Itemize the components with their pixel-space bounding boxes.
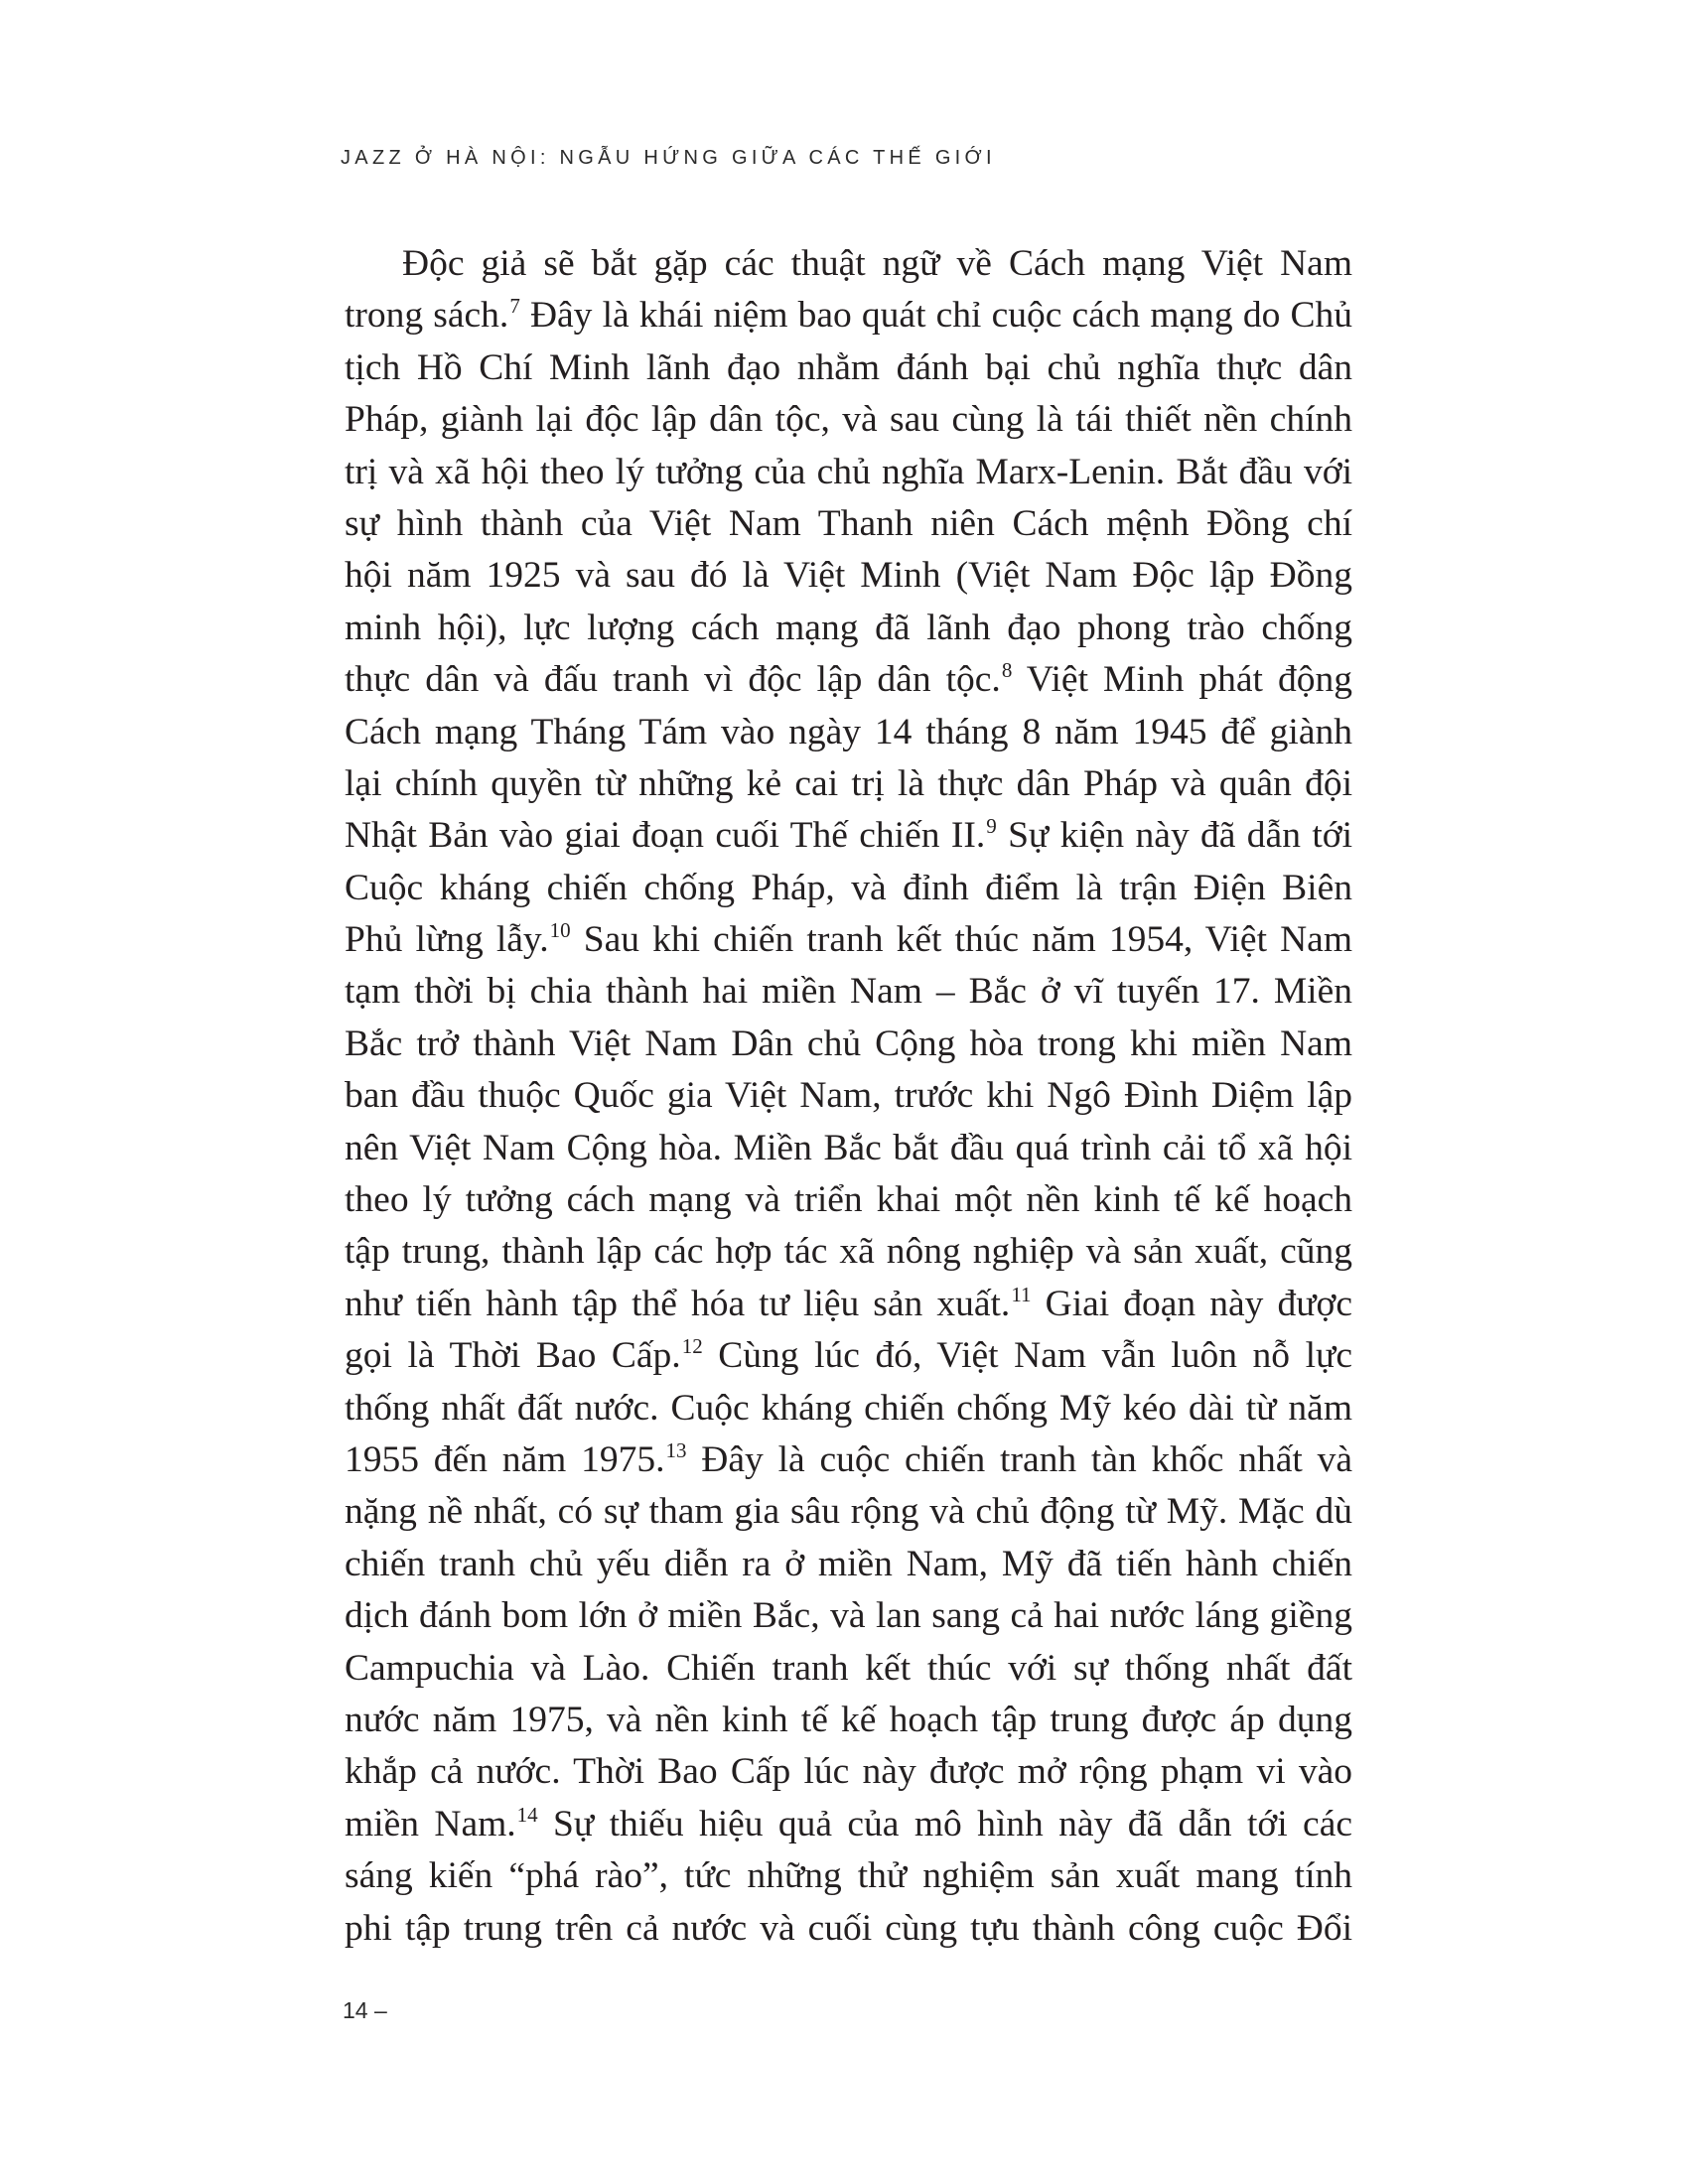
text-segment: nặng nề nhất, có sự tham gia sâu rộng và chủ động từ Mỹ. Mặc dù bbox=[345, 1491, 1352, 1533]
text-line bbox=[345, 1850, 1352, 1902]
text-segment: Cùng lúc đó, Việt Nam vẫn luôn nỗ lực bbox=[702, 1335, 1352, 1377]
text-line bbox=[345, 1070, 1352, 1122]
text-segment: lại chính quyền từ những kẻ cai trị là thực dân Pháp và quân đội bbox=[345, 762, 1352, 804]
text-segment: 1955 đến năm 1975. bbox=[345, 1438, 665, 1480]
text-line bbox=[345, 1695, 1352, 1746]
text-segment: Độc giả sẽ bắt gặp các thuật ngữ về Cách mạng Việt Nam bbox=[402, 243, 1352, 284]
text-line bbox=[345, 1330, 1352, 1382]
text-line bbox=[345, 1590, 1352, 1642]
text-segment: trong sách. bbox=[345, 295, 509, 337]
text-line bbox=[345, 1434, 1352, 1486]
text-segment: Sự thiếu hiệu quả của mô hình này đã dẫn tới các bbox=[537, 1803, 1352, 1844]
footnote-marker: 12 bbox=[681, 1334, 703, 1359]
text-line bbox=[345, 914, 1352, 966]
text-segment: dịch đánh bom lớn ở miền Bắc, và lan sang cả hai nước láng giềng bbox=[345, 1595, 1352, 1637]
text-segment: Nhật Bản vào giai đoạn cuối Thế chiến II. bbox=[345, 815, 986, 857]
text-segment: ban đầu thuộc Quốc gia Việt Nam, trước khi Ngô Đình Diệm lập bbox=[345, 1075, 1352, 1117]
text-segment: tập trung, thành lập các hợp tác xã nông nghiệp và sản xuất, cũng bbox=[345, 1231, 1352, 1273]
text-line bbox=[345, 603, 1352, 654]
text-line bbox=[345, 238, 1352, 290]
text-line bbox=[345, 1486, 1352, 1538]
text-segment: minh hội), lực lượng cách mạng đã lãnh đạo phong trào chống bbox=[345, 607, 1352, 648]
text-segment: tịch Hồ Chí Minh lãnh đạo nhằm đánh bại chủ nghĩa thực dân bbox=[345, 346, 1352, 388]
text-line bbox=[345, 707, 1352, 758]
footnote-marker: 11 bbox=[1011, 1282, 1032, 1306]
footnote-marker: 14 bbox=[516, 1802, 538, 1827]
text-line bbox=[345, 1643, 1352, 1695]
footnote-marker: 10 bbox=[549, 918, 571, 943]
body-paragraph bbox=[345, 238, 1352, 1955]
text-line bbox=[345, 290, 1352, 341]
text-segment: Campuchia và Lào. Chiến tranh kết thúc với sự thống nhất đất bbox=[345, 1647, 1352, 1689]
text-segment: trị và xã hội theo lý tưởng của chủ nghĩa Marx-Lenin. Bắt đầu với bbox=[345, 451, 1352, 492]
text-line bbox=[345, 1383, 1352, 1434]
text-line bbox=[345, 394, 1352, 446]
text-segment: Bắc trở thành Việt Nam Dân chủ Cộng hòa trong khi miền Nam bbox=[345, 1023, 1352, 1064]
text-segment: sáng kiến “phá rào”, tức những thử nghiệm sản xuất mang tính bbox=[345, 1855, 1352, 1897]
footnote-marker: 7 bbox=[509, 294, 520, 319]
text-line bbox=[345, 654, 1352, 706]
text-segment: Phủ lừng lẫy. bbox=[345, 919, 549, 961]
text-segment: miền Nam. bbox=[345, 1803, 516, 1844]
text-segment: thực dân và đấu tranh vì độc lập dân tộc. bbox=[345, 659, 1001, 701]
text-line bbox=[345, 1746, 1352, 1798]
footnote-marker: 8 bbox=[1001, 658, 1013, 683]
text-line bbox=[345, 342, 1352, 394]
text-segment: phi tập trung trên cả nước và cuối cùng tựu thành công cuộc Đổi bbox=[345, 1907, 1352, 1949]
text-segment: Cuộc kháng chiến chống Pháp, và đỉnh điểm là trận Điện Biên bbox=[345, 867, 1352, 908]
text-segment: hội năm 1925 và sau đó là Việt Minh (Việt Nam Độc lập Đồng bbox=[345, 555, 1352, 597]
text-segment: Đây là khái niệm bao quát chỉ cuộc cách mạng do Chủ bbox=[519, 295, 1352, 337]
text-segment: gọi là Thời Bao Cấp. bbox=[345, 1335, 681, 1377]
text-segment: sự hình thành của Việt Nam Thanh niên Cách mệnh Đồng chí bbox=[345, 502, 1352, 544]
text-segment: Việt Minh phát động bbox=[1012, 659, 1352, 701]
text-line bbox=[345, 1903, 1352, 1955]
text-segment: Cách mạng Tháng Tám vào ngày 14 tháng 8 năm 1945 để giành bbox=[345, 711, 1352, 752]
page-number: 14 – bbox=[343, 1997, 387, 2023]
text-line bbox=[345, 863, 1352, 914]
text-line bbox=[345, 1279, 1352, 1330]
text-line bbox=[345, 758, 1352, 810]
text-line bbox=[345, 550, 1352, 602]
text-segment: như tiến hành tập thể hóa tư liệu sản xuất. bbox=[345, 1283, 1011, 1324]
text-segment: Sau khi chiến tranh kết thúc năm 1954, Việt Nam bbox=[570, 919, 1352, 961]
text-segment: Giai đoạn này được bbox=[1031, 1283, 1353, 1324]
text-line bbox=[345, 810, 1352, 862]
text-segment: khắp cả nước. Thời Bao Cấp lúc này được mở rộng phạm vi vào bbox=[345, 1751, 1352, 1793]
running-head: JAZZ Ở HÀ NỘI: NGẪU HỨNG GIỮA CÁC THẾ GIỚI bbox=[341, 147, 996, 169]
text-segment: chiến tranh chủ yếu diễn ra ở miền Nam, Mỹ đã tiến hành chiến bbox=[345, 1543, 1352, 1584]
text-segment: nước năm 1975, và nền kinh tế kế hoạch tập trung được áp dụng bbox=[345, 1699, 1352, 1740]
text-segment: nên Việt Nam Cộng hòa. Miền Bắc bắt đầu quá trình cải tổ xã hội bbox=[345, 1127, 1352, 1168]
text-segment: Đây là cuộc chiến tranh tàn khốc nhất và bbox=[686, 1438, 1352, 1480]
text-line bbox=[345, 1799, 1352, 1850]
text-line bbox=[345, 498, 1352, 550]
text-line bbox=[345, 1019, 1352, 1070]
text-segment: Pháp, giành lại độc lập dân tộc, và sau cùng là tái thiết nền chính bbox=[345, 399, 1352, 441]
text-line bbox=[345, 447, 1352, 498]
text-segment: theo lý tưởng cách mạng và triển khai một nền kinh tế kế hoạch bbox=[345, 1179, 1352, 1221]
text-line bbox=[345, 966, 1352, 1018]
footnote-marker: 13 bbox=[665, 1437, 687, 1462]
text-line bbox=[345, 1539, 1352, 1590]
text-segment: thống nhất đất nước. Cuộc kháng chiến chống Mỹ kéo dài từ năm bbox=[345, 1387, 1352, 1429]
text-line bbox=[345, 1226, 1352, 1278]
text-line bbox=[345, 1174, 1352, 1226]
footnote-marker: 9 bbox=[986, 814, 997, 839]
text-line bbox=[345, 1123, 1352, 1174]
text-segment: Sự kiện này đã dẫn tới bbox=[996, 815, 1352, 857]
text-segment: tạm thời bị chia thành hai miền Nam – Bắc ở vĩ tuyến 17. Miền bbox=[345, 971, 1352, 1013]
